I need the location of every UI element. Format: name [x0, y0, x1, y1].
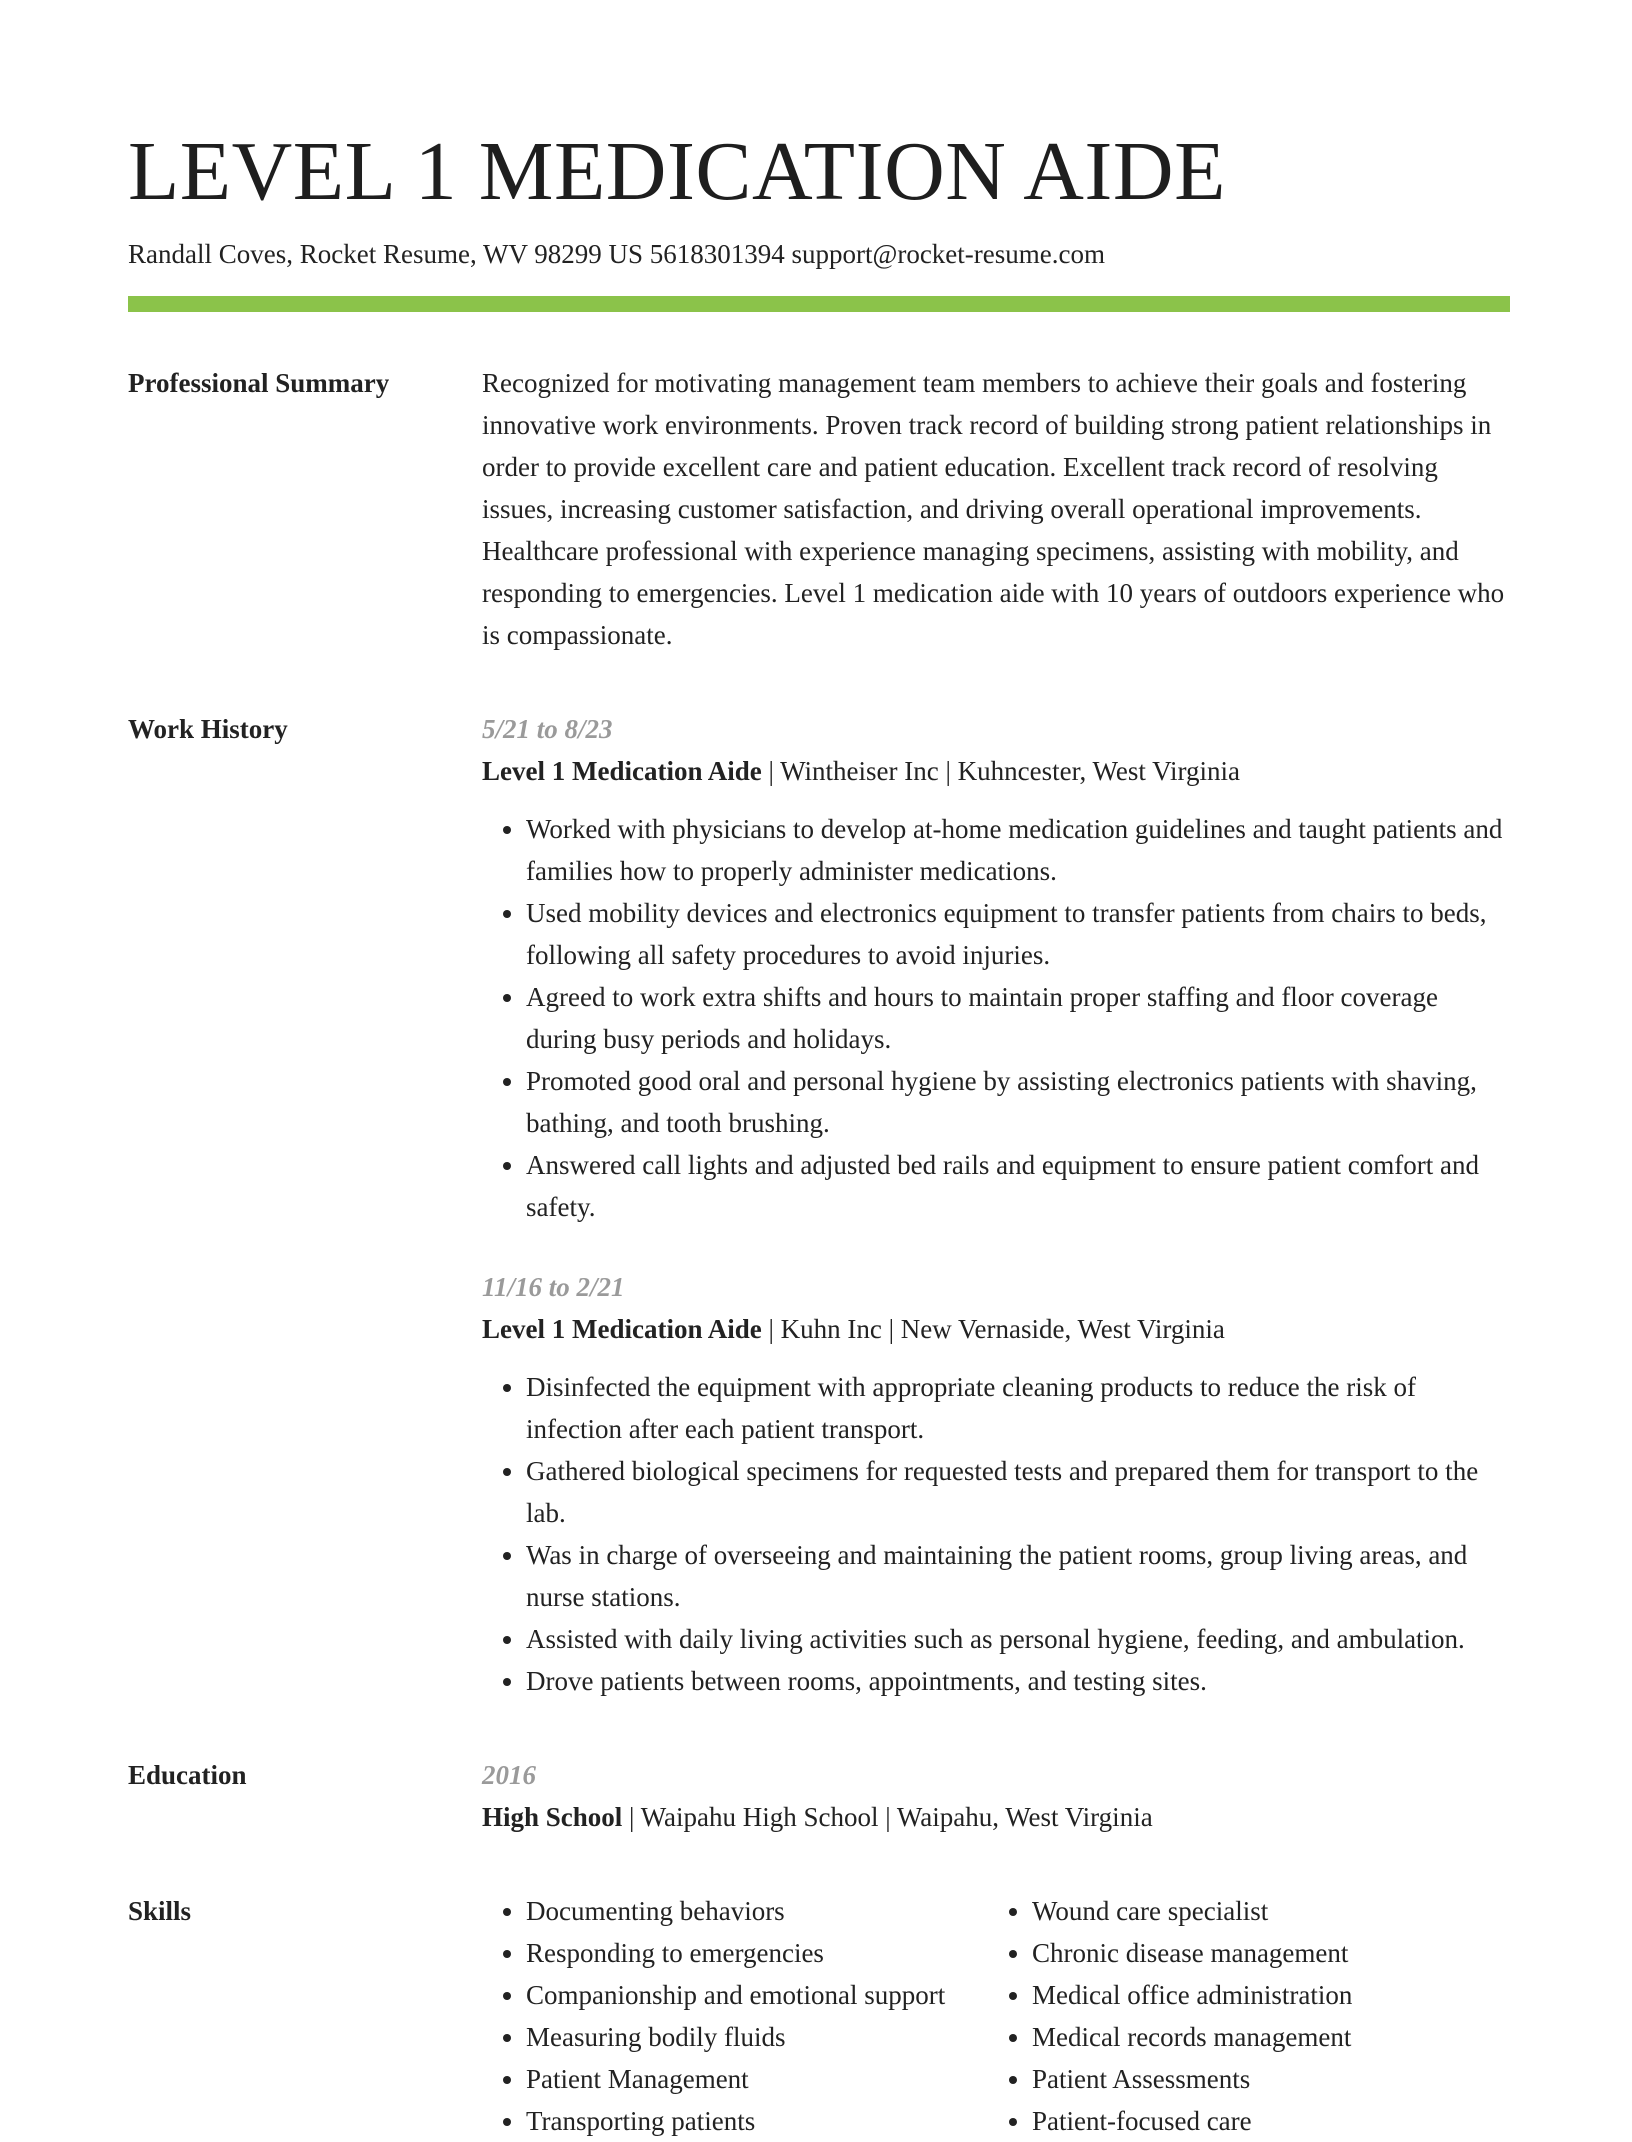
resume-title: LEVEL 1 MEDICATION AIDE [128, 125, 1226, 218]
education-date: 2016 [482, 1760, 536, 1790]
job-bullet: • Was in charge of overseeing and maintaining the patient rooms, group living areas, and nurse stations. [526, 1534, 1510, 1618]
skill-item: • Patient Management [526, 2058, 988, 2100]
skills-list [482, 1890, 1510, 2142]
skill-item: • Patient Assessments [1032, 2058, 1352, 2100]
job-bullet: • Assisted with daily living activities such as personal hygiene, feeding, and ambulation. [526, 1618, 1510, 1660]
job-entry [482, 1266, 1510, 1702]
contact-phone: 5618301394 [649, 239, 785, 269]
job-bullet: • Disinfected the equipment with appropriate cleaning products to reduce the risk of infection after each patient transport. [526, 1366, 1510, 1450]
education-degree: High School [482, 1802, 623, 1832]
education-section [128, 1754, 1510, 1838]
job-bullet: • Drove patients between rooms, appointments, and testing sites. [526, 1660, 1510, 1702]
resume-page [128, 118, 1510, 2142]
job-bullet: • Gathered biological specimens for requested tests and prepared them for transport to the lab. [526, 1450, 1510, 1534]
job-bullet: • Worked with physicians to develop at-home medication guidelines and taught patients and families how to properly administer medications. [526, 808, 1510, 892]
skill-item: • Chronic disease management [1032, 1932, 1352, 1974]
header-divider [128, 296, 1510, 312]
work-history-section [128, 708, 1510, 1702]
job-dates: 5/21 to 8/23 [482, 714, 613, 744]
job-bullet: • Promoted good oral and personal hygiene by assisting electronics patients with shaving, bathing, and tooth brushing. [526, 1060, 1510, 1144]
job-dates: 11/16 to 2/21 [482, 1272, 625, 1302]
job-details: | Kuhn Inc | New Vernaside, West Virginia [761, 1314, 1225, 1344]
skill-item: • Documenting behaviors [526, 1890, 988, 1932]
job-entry [482, 708, 1510, 1228]
job-title: Level 1 Medication Aide [482, 756, 762, 786]
skills-column-right [988, 1890, 1352, 2142]
job-bullets [482, 1366, 1510, 1702]
skills-heading: Skills [128, 1896, 192, 1926]
summary-text: Recognized for motivating management team members to achieve their goals and fostering innovative work environments. Proven track record of building strong patient relationships in order to provide excellent care and patient education. Excellent track record of resolving issues, increasing customer satisfaction, and driving overall operational improvements. Healthcare professional with experience managing specimens, assisting with mobility, and responding to emergencies. Level 1 medication aide with 10 years of outdoors experience who is compassionate. [482, 368, 1505, 650]
skills-column-left [482, 1890, 988, 2142]
education-details: | Waipahu High School | Waipahu, West Virginia [622, 1802, 1153, 1832]
skill-item: • Responding to emergencies [526, 1932, 988, 1974]
skill-item: • Transporting patients [526, 2100, 988, 2142]
job-details: | Wintheiser Inc | Kuhncester, West Virginia [761, 756, 1240, 786]
skill-item: • Medical office administration [1032, 1974, 1352, 2016]
job-line [482, 1308, 1510, 1350]
education-line [482, 1796, 1510, 1838]
skills-section [128, 1890, 1510, 2142]
job-title: Level 1 Medication Aide [482, 1314, 762, 1344]
skill-item: • Medical records management [1032, 2016, 1352, 2058]
contact-email: support@rocket-resume.com [791, 239, 1105, 269]
skill-item: • Wound care specialist [1032, 1890, 1352, 1932]
job-bullets [482, 808, 1510, 1228]
contact-line [128, 236, 1510, 272]
education-heading: Education [128, 1760, 247, 1790]
job-bullet: • Answered call lights and adjusted bed rails and equipment to ensure patient comfort and safety. [526, 1144, 1510, 1228]
skill-item: • Companionship and emotional support [526, 1974, 988, 2016]
contact-address: Randall Coves, Rocket Resume, WV 98299 US [128, 239, 643, 269]
skill-item: • Measuring bodily fluids [526, 2016, 988, 2058]
summary-heading: Professional Summary [128, 368, 390, 398]
work-history-heading: Work History [128, 714, 288, 744]
job-bullet: • Agreed to work extra shifts and hours to maintain proper staffing and floor coverage during busy periods and holidays. [526, 976, 1510, 1060]
skill-item: • Patient-focused care [1032, 2100, 1352, 2142]
summary-section [128, 362, 1510, 656]
job-line [482, 750, 1510, 792]
job-bullet: • Used mobility devices and electronics equipment to transfer patients from chairs to beds, following all safety procedures to avoid injuries. [526, 892, 1510, 976]
